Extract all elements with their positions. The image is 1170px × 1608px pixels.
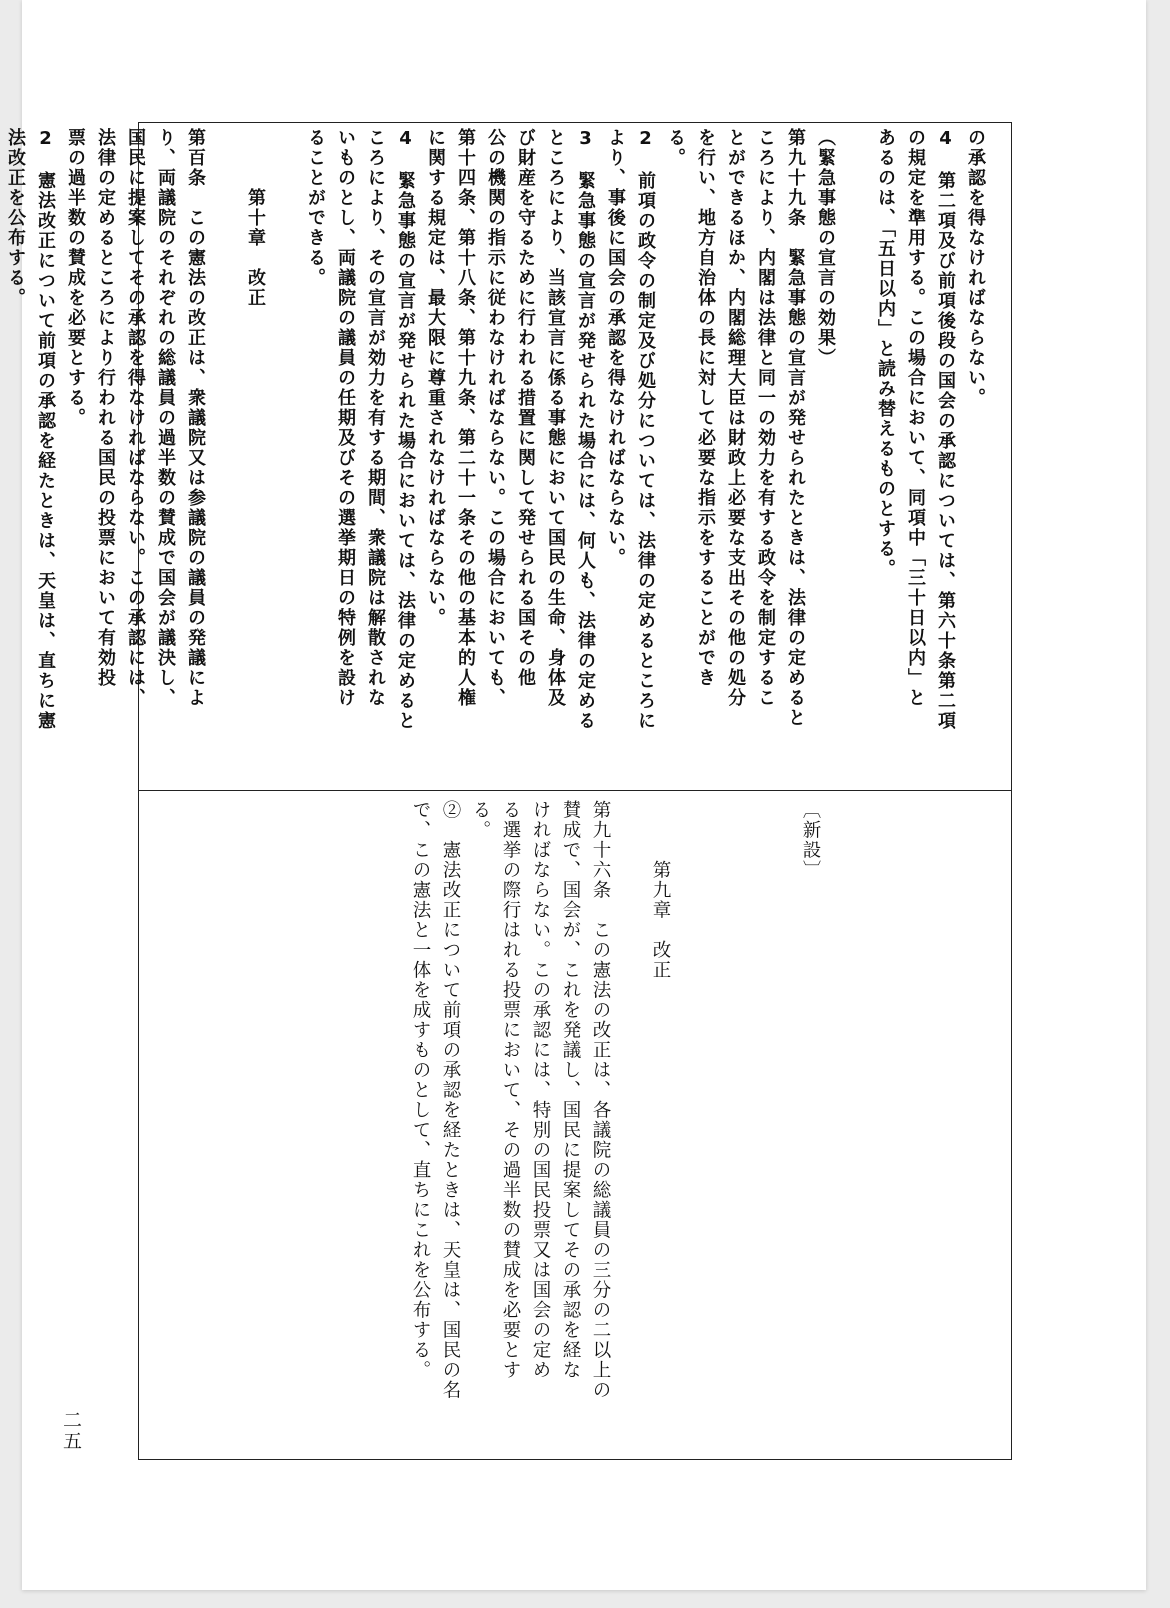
revised-text-line: ところにより、当該宣言に係る事態において国民の生命、身体及 (545, 128, 566, 708)
current-text-line: で、この憲法と一体を成すものとして、直ちにこれを公布する。 (410, 800, 431, 1380)
revised-text-line: 2 前項の政令の制定及び処分については、法律の定めるところに (635, 128, 656, 731)
current-text-line (675, 800, 705, 1450)
revised-text-line: 4 第二項及び前項後段の国会の承認については、第六十条第二項 (935, 128, 956, 731)
revised-text-line: の規定を準用する。この場合において、同項中「三十日以内」と (905, 128, 926, 708)
page-number: 二五 (60, 1410, 82, 1452)
revised-text-line: を行い、地方自治体の長に対して必要な指示をすることができ (695, 128, 716, 688)
revised-text-line: ることができる。 (305, 128, 326, 288)
revised-text-line: とができるほか、内閣総理大臣は財政上必要な支出その他の処分 (725, 128, 746, 708)
revised-text-line (840, 128, 870, 780)
revised-text-line: 第十四条、第十八条、第十九条、第二十一条その他の基本的人権 (455, 128, 476, 708)
revised-text-line: あるのは、「五日以内」と読み替えるものとする。 (875, 128, 896, 579)
current-text-line: 賛成で、国会が、これを発議し、国民に提案してその承認を経な (560, 800, 581, 1380)
revised-text-line: （緊急事態の宣言の効果） (815, 128, 836, 368)
revised-text-line: る。 (665, 128, 686, 168)
revised-text-line: に関する規定は、最大限に尊重されなければならない。 (425, 128, 446, 628)
current-text-line (735, 800, 765, 1450)
current-text-column (405, 800, 825, 1450)
revised-text-line: び財産を守るために行われる措置に関して発せられる国その他 (515, 128, 536, 688)
revised-text-line: ころにより、その宣言が効力を有する期間、衆議院は解散されな (365, 128, 386, 708)
current-text-line: 第九十六条 この憲法の改正は、各議院の総議員の三分の二以上の (590, 800, 611, 1400)
revised-text-line: いものとし、両議院の議員の任期及びその選挙期日の特例を設け (335, 128, 356, 708)
revised-text-line (210, 128, 240, 780)
revised-text-line: 第百条 この憲法の改正は、衆議院又は参議院の議員の発議によ (185, 128, 206, 708)
current-text-line: 第九章 改正 (650, 800, 671, 980)
revised-text-line: 2 憲法改正について前項の承認を経たときは、天皇は、直ちに憲 (35, 128, 56, 731)
revised-text-line: 第九十九条 緊急事態の宣言が発せられたときは、法律の定めると (785, 128, 806, 728)
revised-text-line: より、事後に国会の承認を得なければならない。 (605, 128, 626, 568)
current-text-line: る選挙の際行はれる投票において、その過半数の賛成を必要とす (500, 800, 521, 1380)
revised-text-line: 第十章 改正 (245, 128, 266, 308)
revised-text-column (0, 128, 990, 780)
revised-text-line: 3 緊急事態の宣言が発せられた場合には、何人も、法律の定める (575, 128, 596, 731)
revised-text-line: 法改正を公布する。 (5, 128, 26, 308)
current-text-line: ② 憲法改正について前項の承認を経たときは、天皇は、国民の名 (440, 800, 461, 1400)
revised-text-line: 票の過半数の賛成を必要とする。 (65, 128, 86, 428)
revised-text-line (270, 128, 300, 780)
current-text-line (765, 800, 795, 1450)
revised-text-line: 公の機関の指示に従わなければならない。この場合においても、 (485, 128, 506, 708)
revised-text-line: 4 緊急事態の宣言が発せられた場合においては、法律の定めると (395, 128, 416, 731)
current-text-line (615, 800, 645, 1450)
revised-text-line: 国民に提案してその承認を得なければならない。この承認には、 (125, 128, 146, 708)
current-text-line: 〔新設〕 (800, 800, 821, 880)
table-divider (138, 790, 1012, 791)
current-text-line: る。 (470, 800, 491, 840)
revised-text-line: 法律の定めるところにより行われる国民の投票において有効投 (95, 128, 116, 688)
revised-text-line: の承認を得なければならない。 (965, 128, 986, 408)
revised-text-line: り、両議院のそれぞれの総議員の過半数の賛成で国会が議決し、 (155, 128, 176, 708)
current-text-line: ければならない。この承認には、特別の国民投票又は国会の定め (530, 800, 551, 1380)
current-text-line (705, 800, 735, 1450)
revised-text-line: ころにより、内閣は法律と同一の効力を有する政令を制定するこ (755, 128, 776, 708)
